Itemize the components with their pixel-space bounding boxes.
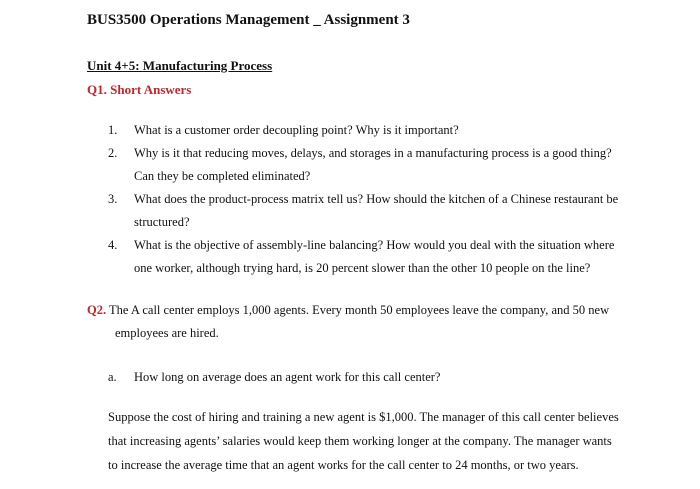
q2-paragraph: [108, 405, 673, 477]
q2-sub-a-text: How long on average does an agent work for this call center?: [134, 370, 441, 384]
unit-heading: Unit 4+5: Manufacturing Process: [87, 58, 273, 73]
q2-question: [87, 299, 672, 345]
q1-item-3: [108, 188, 668, 234]
q1-item-4-number: 4.: [108, 238, 118, 252]
q1-question-list: [108, 119, 668, 280]
q1-item-2: [108, 142, 668, 188]
q1-item-1-number: 1.: [108, 123, 118, 137]
q2-line-1: The A call center employs 1,000 agents. Every month 50 employees leave the company, and 50 new: [109, 303, 610, 317]
q1-item-4: [108, 234, 668, 280]
q1-item-4-line-1: What is the objective of assembly-line balancing? How would you deal with the situation where: [134, 238, 615, 252]
q1-item-1: [108, 119, 668, 142]
q2-paragraph-line-1: Suppose the cost of hiring and training a new agent is $1,000. The manager of this call center believes: [108, 410, 619, 424]
q1-heading: Q1. Short Answers: [87, 82, 192, 97]
q1-item-2-number: 2.: [108, 146, 118, 160]
q2-sub-a-letter: a.: [108, 370, 117, 384]
q1-item-3-number: 3.: [108, 192, 118, 206]
q1-item-2-line-2: Can they be completed eliminated?: [134, 169, 311, 183]
q2-paragraph-line-2: that increasing agents’ salaries would keep them working longer at the company. The manager wants: [108, 434, 612, 448]
q1-item-3-line-2: structured?: [134, 215, 190, 229]
q1-item-3-line-1: What does the product-process matrix tell us? How should the kitchen of a Chinese restaurant be: [134, 192, 619, 206]
q2-paragraph-line-3: to increase the average time that an agent works for the call center to 24 months, or two years.: [108, 458, 579, 472]
q1-item-2-line-1: Why is it that reducing moves, delays, and storages in a manufacturing process is a good thing?: [134, 146, 612, 160]
q2-label: Q2.: [87, 303, 107, 317]
q1-item-1-line-1: What is a customer order decoupling point? Why is it important?: [134, 123, 459, 137]
q1-item-4-line-2: one worker, although trying hard, is 20 percent slower than the other 10 people on the line?: [134, 261, 591, 275]
q2-line-2: employees are hired.: [115, 326, 219, 340]
document-title: BUS3500 Operations Management _ Assignment 3: [87, 12, 410, 28]
q2-sub-question-a: [108, 366, 440, 389]
